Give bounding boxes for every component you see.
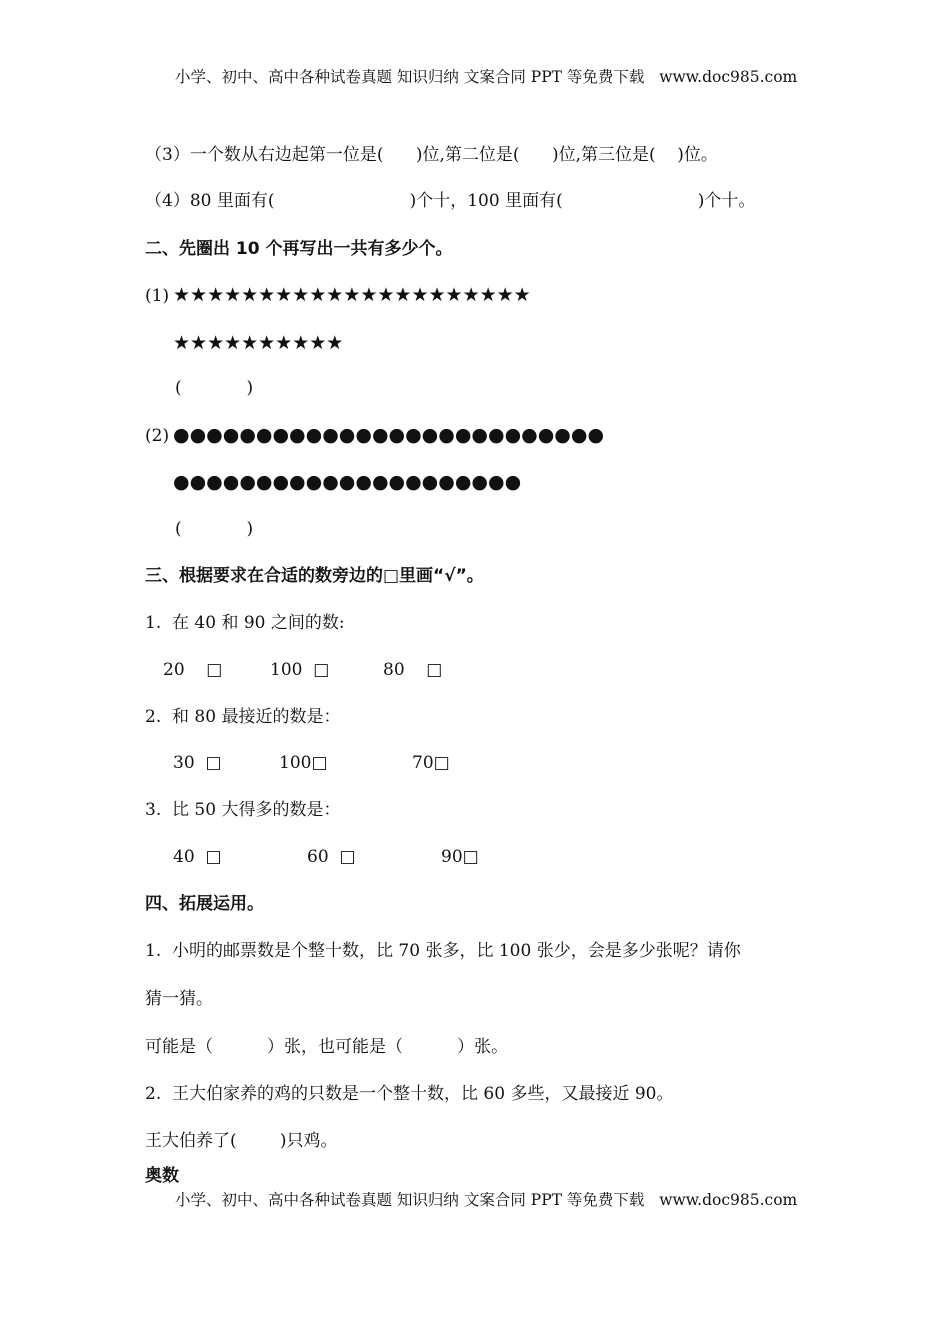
section-3-question-1: 1. 在 40 和 90 之间的数: — [145, 613, 345, 633]
dots-row-2: ●●●●●●●●●●●●●●●●●●●●● — [173, 471, 522, 493]
option-30: 30 □ — [173, 753, 222, 773]
option-20: 20 □ — [163, 660, 223, 680]
question-3: （3）一个数从右边起第一位是( )位,第二位是( )位,第三位是( )位。 — [145, 145, 718, 165]
option-90: 90□ — [441, 847, 479, 867]
section-4-question-1-line-1: 1. 小明的邮票数是个整十数，比 70 张多，比 100 张少，会是多少张呢？请你 — [145, 941, 741, 961]
dots-answer: ( ) — [175, 519, 254, 539]
question-4: （4）80 里面有( )个十，100 里面有( )个十。 — [145, 191, 756, 211]
section-4-question-1-line-2: 猜一猜。 — [145, 989, 213, 1009]
section-3-title: 三、根据要求在合适的数旁边的□里画“√”。 — [145, 566, 484, 586]
page-header: 小学、初中、高中各种试卷真题 知识归纳 文案合同 PPT 等免费下载 www.doc985.com — [175, 68, 798, 86]
dots-row-1: ●●●●●●●●●●●●●●●●●●●●●●●●●● — [173, 424, 605, 446]
dots-prefix: (2) — [145, 426, 170, 446]
option-40: 40 □ — [173, 847, 222, 867]
section-3-question-3: 3. 比 50 大得多的数是： — [145, 800, 341, 820]
option-100b: 100□ — [279, 753, 328, 773]
olympiad-title: 奥数 — [145, 1166, 179, 1186]
stars-row-1: ★★★★★★★★★★★★★★★★★★★★★ — [173, 284, 531, 306]
section-4-question-1-answer: 可能是（ ）张，也可能是（ ）张。 — [145, 1037, 509, 1057]
stars-prefix: (1) — [145, 286, 170, 306]
option-70: 70□ — [412, 753, 450, 773]
page-footer: 小学、初中、高中各种试卷真题 知识归纳 文案合同 PPT 等免费下载 www.doc985.com — [175, 1191, 798, 1209]
section-2-title: 二、先圈出 10 个再写出一共有多少个。 — [145, 239, 453, 259]
option-80: 80 □ — [383, 660, 443, 680]
section-4-title: 四、拓展运用。 — [145, 894, 264, 914]
stars-row-2: ★★★★★★★★★★ — [173, 332, 344, 354]
stars-answer: ( ) — [175, 378, 254, 398]
section-4-question-2: 2. 王大伯家养的鸡的只数是一个整十数，比 60 多些，又最接近 90。 — [145, 1084, 674, 1104]
option-60: 60 □ — [307, 847, 356, 867]
section-3-question-2: 2. 和 80 最接近的数是： — [145, 707, 341, 727]
section-4-question-2-answer: 王大伯养了( )只鸡。 — [145, 1131, 338, 1151]
option-100: 100 □ — [270, 660, 330, 680]
